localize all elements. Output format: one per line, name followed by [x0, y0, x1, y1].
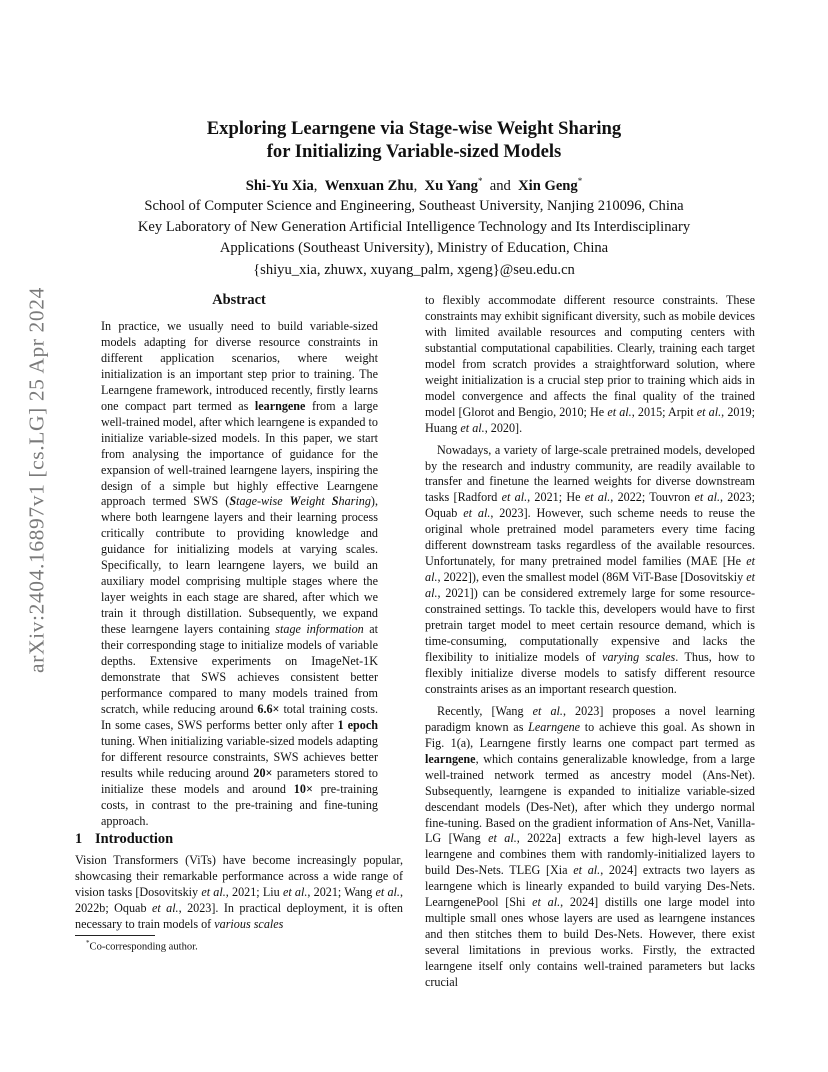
footnote: *Co-corresponding author.: [86, 939, 198, 953]
affiliation-line: School of Computer Science and Engineering, Southeast University, Nanjing 210096, China: [144, 198, 684, 214]
title-line-2: for Initializing Variable-sized Models: [266, 141, 562, 162]
intro-paragraph: Nowadays, a variety of large-scale pretrained models, developed by the research and industry community, are readily available to transfer and finetune the learned weights for diverse downstream tasks [Radford et al., 2021; He et al., 2022; Touvron et al., 2023; Oquab et al., 2023]. However, such scheme needs to reuse the original whole pretrained model parameters every time facing different downstream tasks regardless of the available resources. Unfortunately, for many pretrained model families (MAE [He et al., 2022]), even the smallest model (86M ViT-Base [Dosovitskiy et al., 2021]) can be considered extremely large for some resource-constrained settings. To tackle this, developers would have to first pretrain target model to meet certain resource demand, which is time-consuming, computationally expensive and lacks the flexibility to initialize models of varying scales. Thus, how to flexibly initialize diverse models to satisfy different resource constraints arises as an important research question.: [425, 442, 756, 696]
abstract-body: In practice, we usually need to build variable-sized models adapting for diverse resource constraints in different application scenarios, where weight initialization is an important step prior to training. The Learngene framework, introduced recently, firstly learns one compact part termed as learngene from a large well-trained model, after which learngene is expanded to initialize variable-sized models. In this paper, we start from analysing the importance of guidance for the expansion of well-trained learngene layers, inspiring the design of a simple but highly effective Learngene approach termed SWS (Stage-wise Weight Sharing), where both learngene layers and their learning process critically contribute to providing knowledge and guidance for initializing models at varying scales. Specifically, to learn learngene layers, we build an auxiliary model comprising multiple stages where the layer weights in each stage are shared, after which we train it through distillation. Subsequently, we expand these learngene layers containing stage information at their corresponding stage to initialize models of variable depths. Extensive experiments on ImageNet-1K demonstrate that SWS achieves consistent better performance compared to many models trained from scratch, while reducing around 6.6× total training costs. In some cases, SWS performs better only after 1 epoch tuning. When initializing variable-sized models adapting for different resource constraints, SWS achieves better results while reducing around 20× parameters stored to initialize these models and around 10× pre-training costs, in contrast to the pre-training and fine-tuning approach.: [101, 319, 378, 828]
title-line-1: Exploring Learngene via Stage-wise Weight Sharing: [206, 118, 622, 139]
author-emails: {shiyu_xia, zhuwx, xuyang_palm, xgeng}@seu.edu.cn: [253, 261, 575, 278]
right-column: [425, 293, 755, 991]
affiliation-line: Applications (Southeast University), Ministry of Education, China: [219, 240, 609, 257]
intro-paragraph: to flexibly accommodate different resource constraints. These constraints may exhibit significant diversity, such as mobile devices with limited available resources and computing centers with substantial computational capabilities. Clearly, training each target model from scratch provides a straightforward solution, where weight initialization is a crucial step prior to training which aids in model convergence and affects the final quality of the trained model [Glorot and Bengio, 2010; He et al., 2015; Arpit et al., 2019; Huang et al., 2020].: [425, 293, 755, 435]
author-list: Shi-Yu Xia, Wenxuan Zhu, Xu Yang* and Xin Geng*: [245, 176, 583, 194]
author-2: Wenxuan Zhu: [324, 177, 414, 194]
author-and: and: [489, 177, 511, 194]
author-1: Shi-Yu Xia: [245, 177, 314, 194]
arxiv-sidebar-stamp: [18, 280, 56, 680]
intro-paragraph: Vision Transformers (ViTs) have become increasingly popular, showcasing their remarkable performance across a wide range of vision tasks [Dosovitskiy et al., 2021; Liu et al., 2021; Wang et al., 2022b; Oquab et al., 2023]. In practical deployment, it is often necessary to train models of various scales: [75, 853, 403, 931]
arxiv-identifier: arXiv:2404.16897v1 [cs.LG] 25 Apr 2024: [24, 287, 49, 673]
intro-paragraph: Recently, [Wang et al., 2023] proposes a novel learning paradigm known as Learngene to achieve this goal. As shown in Fig. 1(a), Learngene firstly learns one compact part termed as learngene, which contains generalizable knowledge, from a large well-trained network termed as ancestry model (Ans-Net). Subsequently, learngene is expanded to initialize variable-sized descendant models (Des-Net), after which they undergo normal fine-tuning. Based on the gradient information of Ans-Net, Vanilla-LG [Wang et al., 2022a] extracts a few high-level layers as learngene and combines them with randomly-initialized layers to build Des-Nets. TLEG [Xia et al., 2024] extracts two layers as learngene which is linearly expanded to build varying Des-Nets. LearngenePool [Shi et al., 2024] distills one large model into multiple small ones whose layers are used as learngene instances and then stitches them to build Des-Nets. However, there exist several limitations in previous works. Firstly, the extracted learngene itself only contains well-trained parameters but lacks crucial: [425, 703, 756, 990]
affiliation-line: Key Laboratory of New Generation Artificial Intelligence Technology and Its Interdisciplinary: [137, 219, 691, 236]
intro-left-column: [75, 853, 403, 933]
section-heading-introduction: 1 Introduction: [75, 831, 174, 847]
affiliations: [0, 196, 828, 281]
author-4: Xin Geng: [518, 177, 578, 194]
paper-title: [0, 117, 828, 163]
author-3: Xu Yang: [424, 177, 478, 194]
abstract-heading: Abstract: [212, 292, 266, 308]
footnote-rule: [75, 935, 155, 936]
